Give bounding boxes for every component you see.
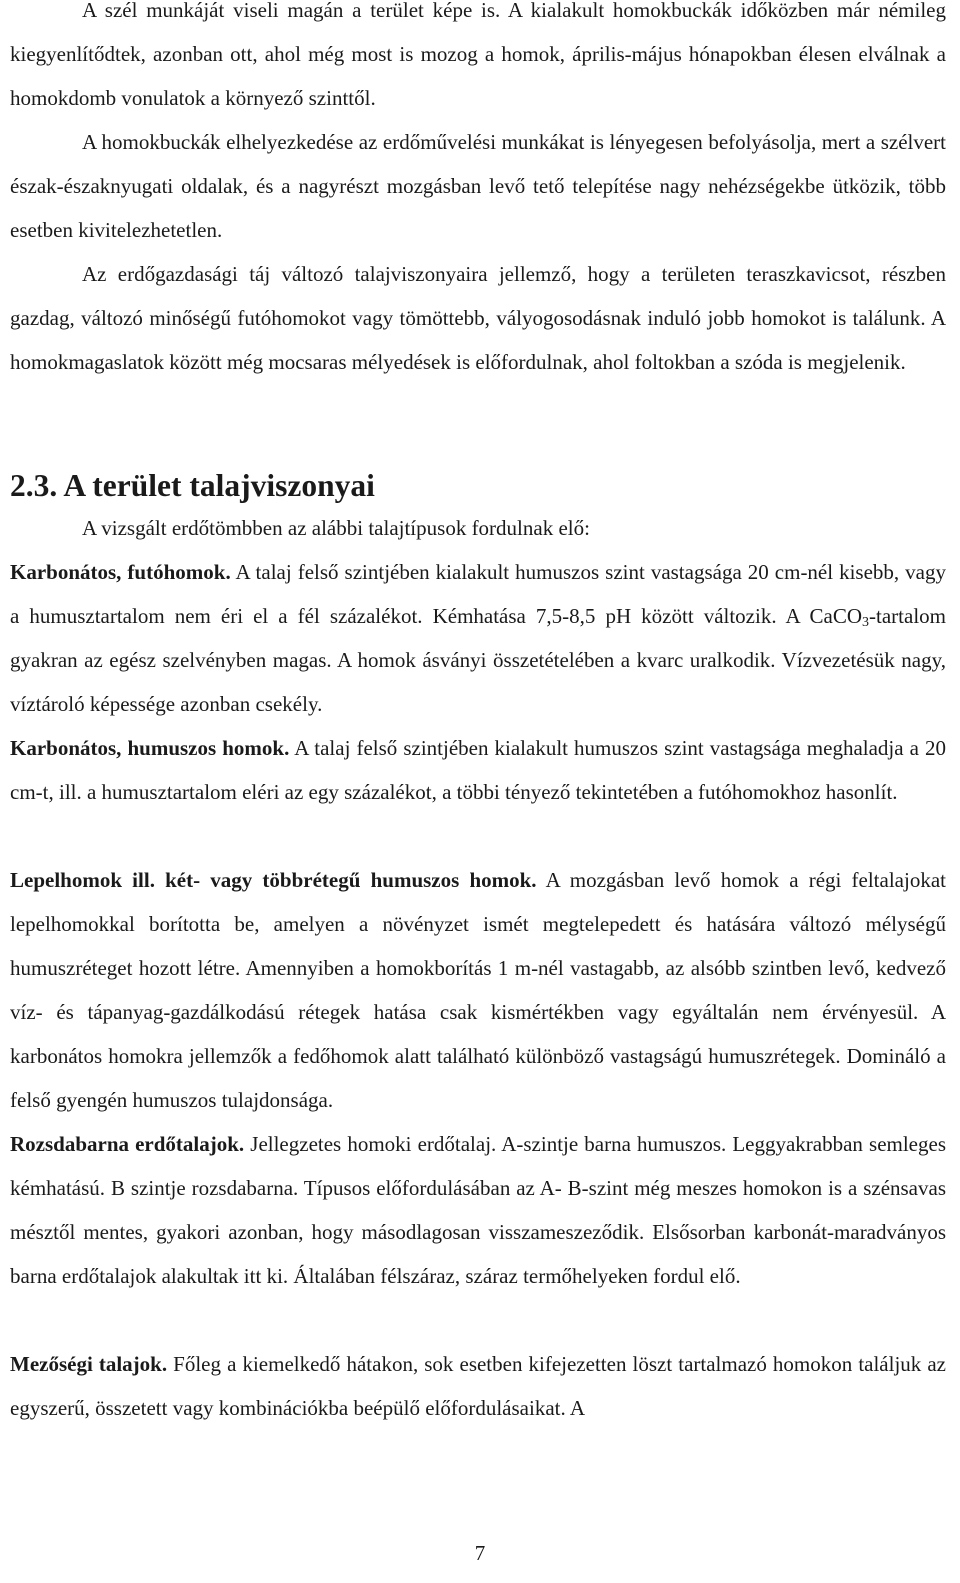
paragraph-wind-effect: A szél munkáját viseli magán a terület képe is. A kialakult homokbuckák időközben már némileg kiegyenlítődtek, azonban ott, ahol még most is mozog a homok, április-május hónapokban élesen elválnak a homokdomb vonulatok a környező szinttől. [10,0,946,110]
soil-type-text: A mozgásban levő homok a régi feltalajokat lepelhomokkal borította be, amelyen a növényzet ismét megtelepedett és hatására változó mélységű humuszréteget hozott létre. Amennyiben a homokborítás 1 m-nél vastagabb, az alsóbb szintben levő, kedvező víz- és tápanyag-gazdálkodású rétegek hatása csak kismértékben vagy egyáltalán nem érvényesül. A karbonátos homokra jellemzők a fedőhomok alatt található különböző vastagságú humuszrétegek. Domináló a felső gyengén humuszos tulajdonsága. [10,868,946,1112]
soil-type-title: Lepelhomok ill. két- vagy többrétegű humuszos homok. [10,868,537,892]
section-heading: 2.3. A terület talajviszonyai [10,468,375,503]
page-number: 7 [474,1541,486,1565]
section-intro: A vizsgált erdőtömbben az alábbi talajtípusok fordulnak elő: [82,516,590,540]
soil-type-karbonatos-futohomok [10,550,946,726]
soil-type-title: Karbonátos, humuszos homok. [10,736,290,760]
soil-type-rozsdabarna [10,1122,946,1298]
paragraph-dune-placement: A homokbuckák elhelyezkedése az erdőművelési munkákat is lényegesen befolyásolja, mert a szélvert észak-északnyugati oldalak, és a nagyrészt mozgásban levő tető telepítése nagy nehézségekbe ütközik, több esetben kivitelezhetetlen. [10,130,946,242]
soil-type-humuszos-homok [10,726,946,814]
soil-type-text: Jellegzetes homoki erdőtalaj. A-szintje barna humuszos. Leggyakrabban semleges kémhatású. B szintje rozsdabarna. Típusos előfordulásában az A- B-szint még meszes homokon is a szénsavas mésztől mentes, gyakori azonban, hogy másodlagosan visszameszeződik. Elsősorban karbonát-maradványos barna erdőtalajok alakultak itt ki. Általában félszáraz, száraz termőhelyeken fordul elő. [10,1132,946,1288]
soil-type-title: Rozsdabarna erdőtalajok. [10,1132,245,1156]
soil-type-text: A talaj felső szintjében kialakult humuszos szint vastagsága 20 cm-nél kisebb, vagy a humusztartalom nem éri el a fél százalékot. Kémhatása 7,5-8,5 pH között változik. A CaCO [10,560,946,628]
soil-type-text: Főleg a kiemelkedő hátakon, sok esetben kifejezetten löszt tartalmazó homokon találjuk az egyszerű, összetett vagy kombinációkba beépülő előfordulásaikat. A [10,1352,947,1420]
soil-type-text: A talaj felső szintjében kialakult humuszos szint vastagsága meghaladja a 20 cm-t, ill. a humusztartalom eléri az egy százalékot, a többi tényező tekintetében a futóhomokhoz hasonlít. [10,736,946,804]
subscript: 3 [862,615,870,630]
soil-type-title: Mezőségi talajok. [10,1352,168,1376]
soil-type-text-cont: -tartalom gyakran az egész szelvényben magas. A homok ásványi összetételében a kvarc uralkodik. Vízvezetésük nagy, víztároló képessége azonban csekély. [10,604,946,716]
soil-type-mezosegi [10,1342,946,1430]
soil-type-title: Karbonátos, futóhomok. [10,560,231,584]
paragraph-soil-conditions: Az erdőgazdasági táj változó talajviszonyaira jellemző, hogy a területen teraszkavicsot, részben gazdag, változó minőségű futóhomokot vagy tömöttebb, vályogosodásnak induló jobb homokot is találunk. A homokmagaslatok között még mocsaras mélyedések is előfordulnak, ahol foltokban a szóda is megjelenik. [10,262,946,374]
soil-type-lepelhomok [10,858,946,1122]
